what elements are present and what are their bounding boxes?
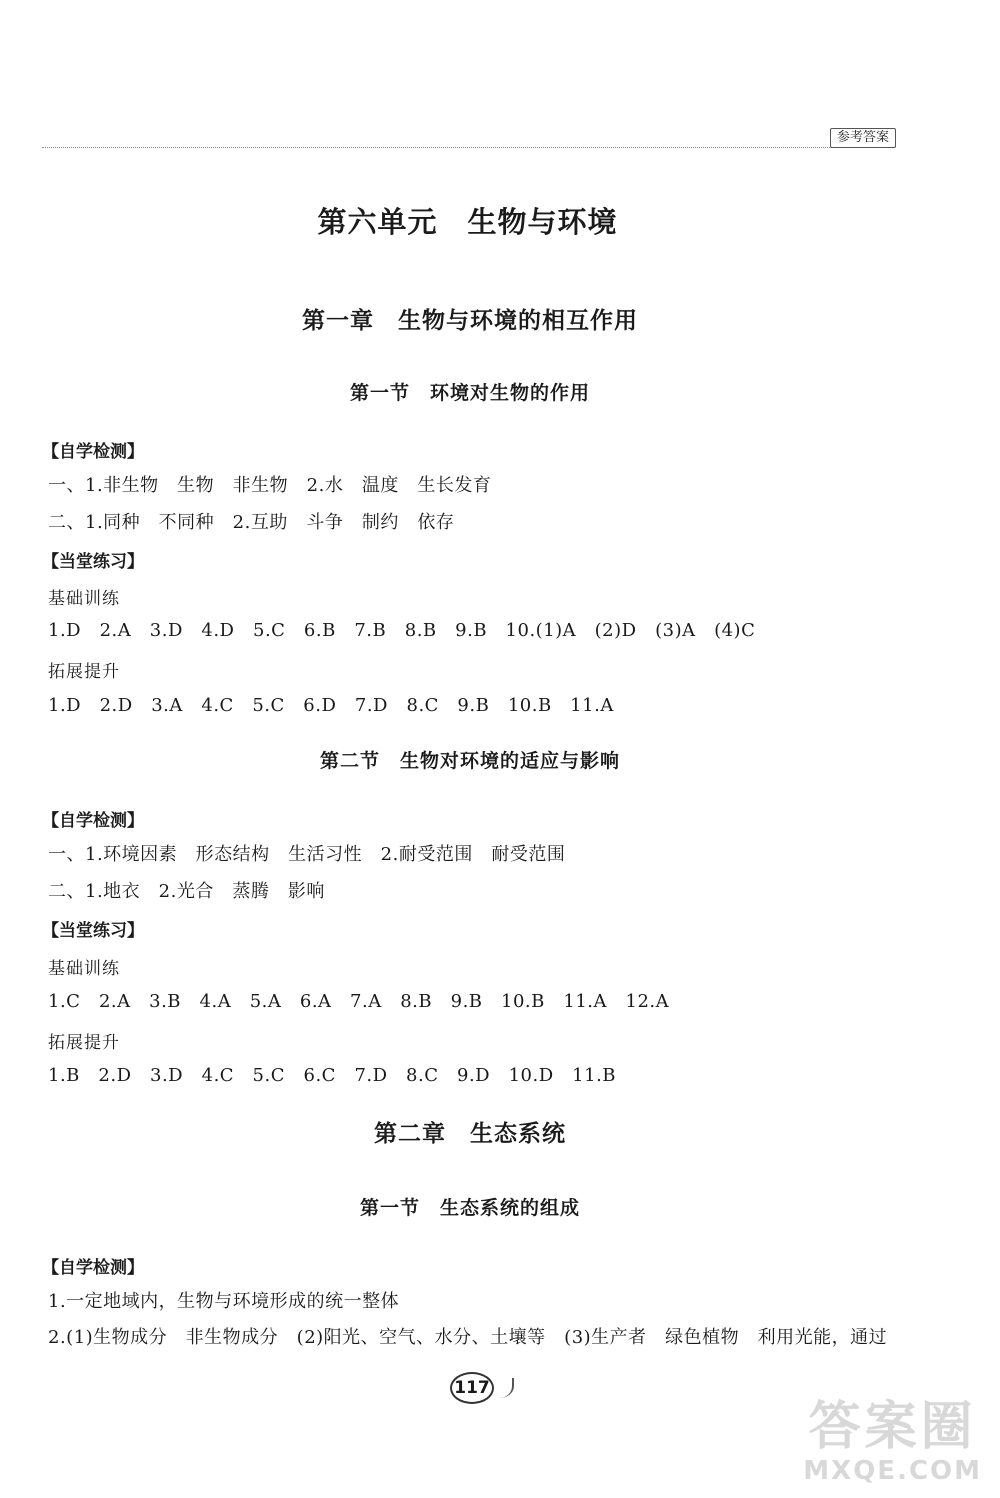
chapter-1-title: 第一章 生物与环境的相互作用: [302, 307, 638, 334]
basic-answers: 1.D 2.A 3.D 4.D 5.C 6.B 7.B 8.B 9.B 10.(1)A (2)D (3)A (4)C: [48, 620, 756, 641]
basic-answers: 1.C 2.A 3.B 4.A 5.A 6.A 7.A 8.B 9.B 10.B 11.A 12.A: [48, 991, 670, 1012]
chapter-2-title: 第二章 生态系统: [374, 1120, 566, 1147]
answer-line: 二、1.地衣 2.光合 蒸腾 影响: [48, 881, 325, 902]
basic-training-label: 基础训练: [48, 589, 120, 609]
extension-answers: 1.B 2.D 3.D 4.C 5.C 6.C 7.D 8.C 9.D 10.D 11.B: [48, 1065, 617, 1086]
section-1-2-title: 第二节 生物对环境的适应与影响: [319, 750, 620, 772]
page-number-swoosh: [490, 1378, 514, 1398]
section-1-1-title: 第一节 环境对生物的作用: [349, 382, 590, 404]
answer-line: 2.(1)生物成分 非生物成分 (2)阳光、空气、水分、土壤等 (3)生产者 绿色植物 利用光能，通过: [48, 1327, 888, 1348]
practice-label: 【当堂练习】: [42, 552, 144, 572]
watermark-url: MXQE.COM: [803, 1456, 982, 1486]
answer-line: 一、1.非生物 生物 非生物 2.水 温度 生长发育: [48, 475, 492, 496]
practice-label: 【当堂练习】: [42, 921, 144, 941]
header-tag: 参考答案: [830, 128, 896, 148]
watermark-text: 答案圈: [808, 1397, 977, 1457]
extension-answers: 1.D 2.D 3.A 4.C 5.C 6.D 7.D 8.C 9.B 10.B 11.A: [48, 695, 614, 716]
answer-line: 二、1.同种 不同种 2.互助 斗争 制约 依存: [48, 512, 455, 533]
extension-label: 拓展提升: [48, 662, 120, 682]
basic-training-label: 基础训练: [48, 959, 120, 979]
page-number: 117: [450, 1372, 494, 1404]
section-2-1-title: 第一节 生态系统的组成: [359, 1197, 580, 1219]
self-study-label: 【自学检测】: [42, 1258, 144, 1278]
self-study-label: 【自学检测】: [42, 442, 144, 462]
watermark-logo: [803, 1398, 982, 1486]
unit-title: 第六单元 生物与环境: [317, 205, 618, 239]
self-study-label: 【自学检测】: [42, 811, 144, 831]
extension-label: 拓展提升: [48, 1033, 120, 1053]
answer-line: 1.一定地域内，生物与环境形成的统一整体: [48, 1291, 400, 1312]
answer-line: 一、1.环境因素 形态结构 生活习性 2.耐受范围 耐受范围: [48, 844, 566, 865]
header-rule: [42, 147, 894, 148]
